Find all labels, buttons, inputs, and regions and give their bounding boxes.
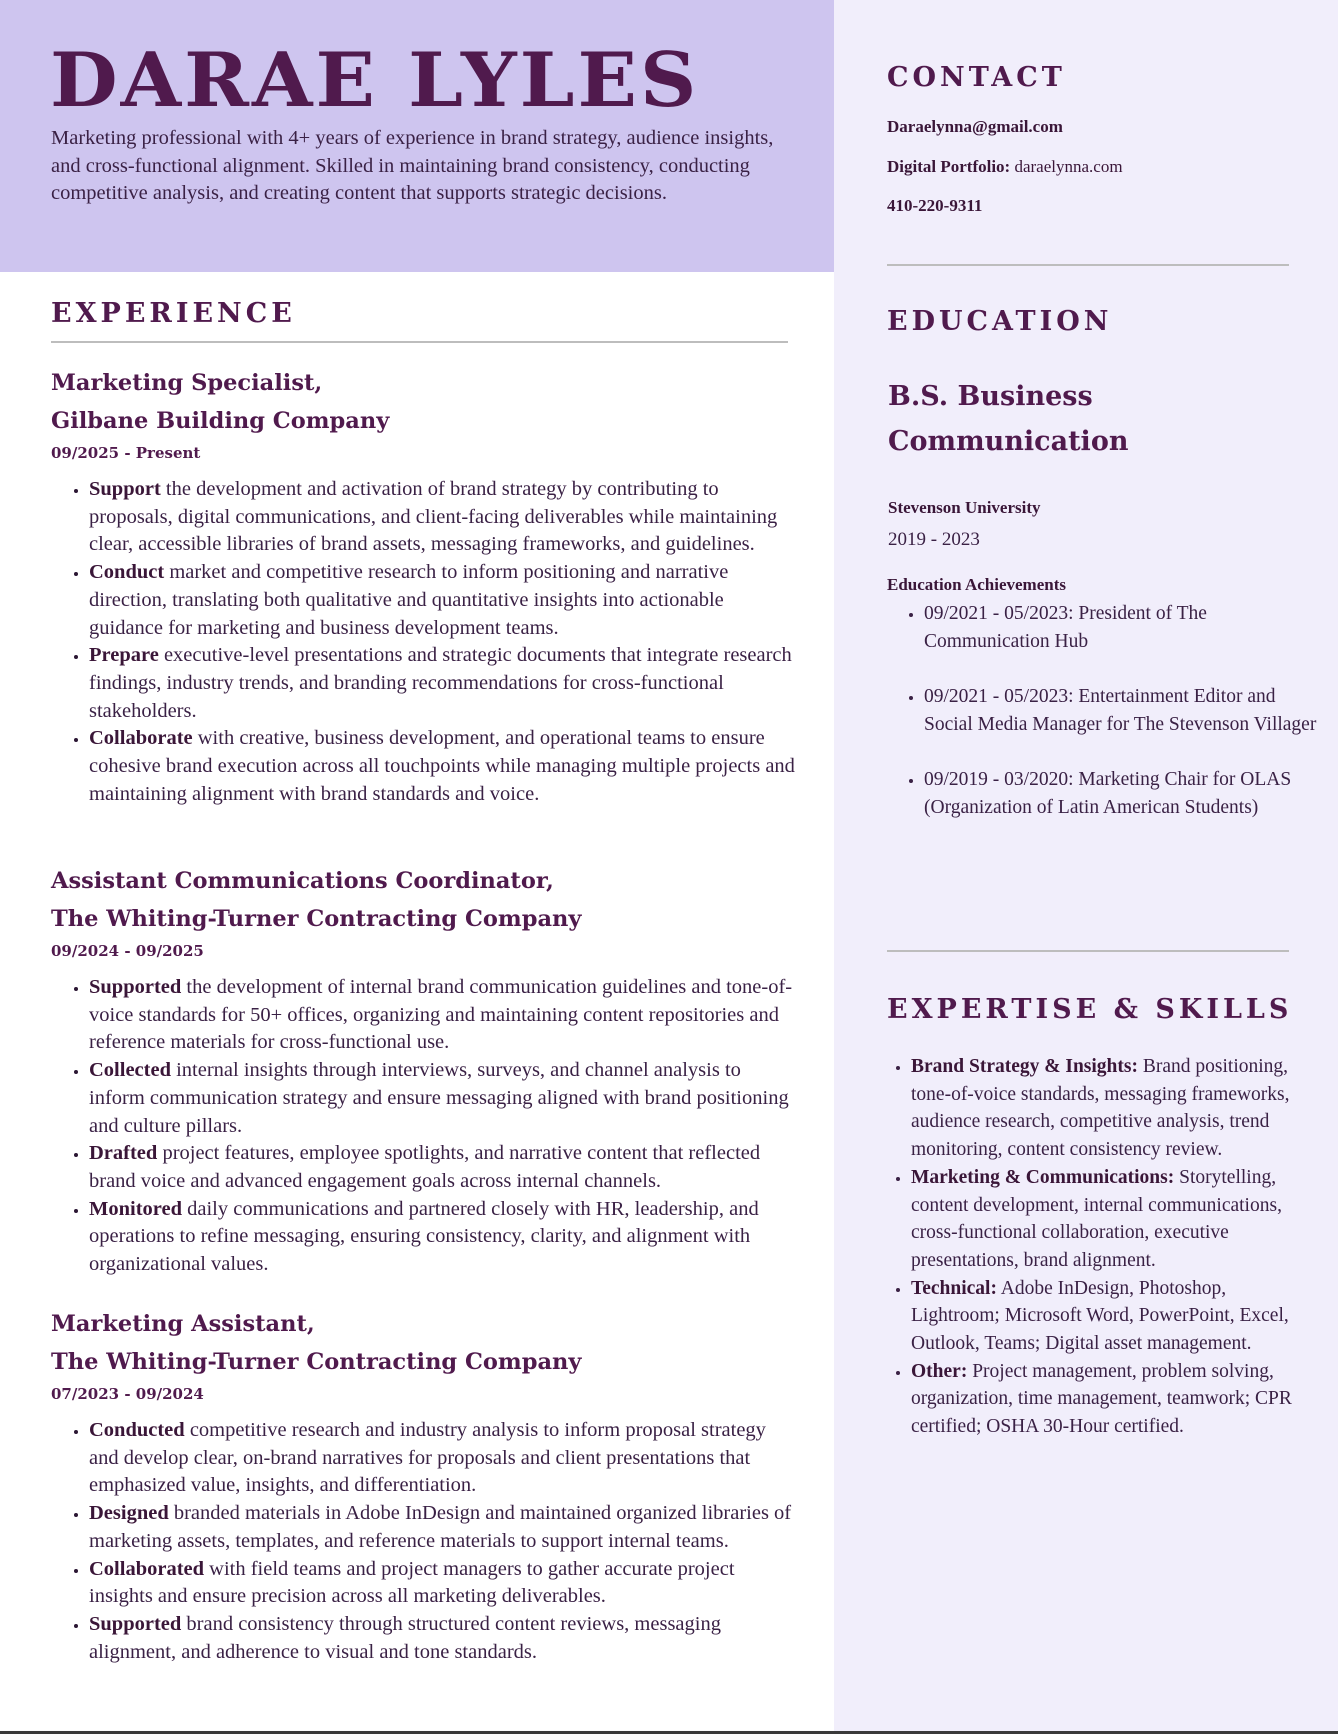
bullet-text: daily communications and partnered closely with HR, leadership, and operations to refine messaging, ensuring consistency, clarity, and alignment with organizational values. <box>89 1197 759 1276</box>
bullet-text: the development and activation of brand strategy by contributing to proposals, digital communications, and client-facing deliverables while maintaining clear, accessible libraries of brand assets, messaging frameworks, and guidelines. <box>89 478 778 556</box>
bullet-lead: Conduct <box>89 561 165 584</box>
job-entry <box>51 862 796 1279</box>
skill-item <box>911 1358 1311 1441</box>
bullet-lead: Collaborate <box>89 727 193 750</box>
bullet-lead: Prepare <box>89 644 159 667</box>
skill-item <box>911 1164 1311 1275</box>
bullet-item <box>89 1556 796 1611</box>
bullet-item <box>89 1417 796 1500</box>
job-title <box>51 862 796 938</box>
bullet-lead: Monitored <box>89 1197 183 1220</box>
bullet-item <box>89 1057 796 1140</box>
school-name: Stevenson University <box>888 498 1041 517</box>
job-dates: 09/2024 - 09/2025 <box>51 942 204 960</box>
job-bullets <box>51 1417 796 1666</box>
education-years: 2019 - 2023 <box>888 529 980 550</box>
skill-text: Brand positioning, tone-of-voice standards, messaging frameworks, audience research, competitive analysis, trend monitoring, content consistency review. <box>911 1056 1290 1161</box>
contact-phone[interactable] <box>887 196 982 216</box>
education-heading: EDUCATION <box>887 306 1113 337</box>
bullet-lead: Collaborated <box>89 1557 205 1580</box>
bullet-text: with creative, business development, and operational teams to ensure cohesive brand execution across all touchpoints while managing multiple projects and maintaining alignment with brand standards and voice. <box>89 727 795 805</box>
skill-text: Adobe InDesign, Photoshop, Lightroom; Microsoft Word, PowerPoint, Excel, Outlook, Teams; Digital asset management. <box>911 1277 1289 1355</box>
bullet-lead: Supported <box>89 1612 182 1635</box>
portfolio-link[interactable]: daraelynna.com <box>1010 157 1123 176</box>
bullet-item <box>89 642 796 725</box>
contact-divider <box>887 264 1289 266</box>
job-bullets <box>51 974 796 1279</box>
bullet-lead: Drafted <box>89 1142 158 1165</box>
job-title <box>51 1305 796 1381</box>
bullet-item <box>89 476 796 559</box>
bullet-item <box>89 974 796 1057</box>
skill-text: Project management, problem solving, organization, time management, teamwork; CPR certified; OSHA 30-Hour certified. <box>911 1360 1292 1438</box>
job-bullets <box>51 476 796 808</box>
education-divider <box>887 950 1289 952</box>
job-company: The Whiting-Turner Contracting Company <box>51 1349 582 1375</box>
skill-lead: Brand Strategy & Insights: <box>911 1056 1138 1077</box>
bullet-lead: Supported <box>89 976 182 998</box>
bullet-item <box>89 1500 796 1555</box>
achievements-list <box>887 600 1324 849</box>
job-role: Marketing Specialist, <box>51 370 323 396</box>
bullet-item <box>89 1196 796 1279</box>
candidate-name: DARAE LYLES <box>50 37 700 125</box>
bullet-lead: Designed <box>89 1502 169 1525</box>
bullet-text: the development of internal brand communication guidelines and tone-of-voice standards for 50+ offices, organizing and maintaining content repositories and reference materials for cross-functional use. <box>89 976 793 1054</box>
bullet-text: with field teams and project managers to gather accurate project insights and ensure precision across all marketing deliverables. <box>89 1557 735 1608</box>
contact-email[interactable] <box>887 117 1063 137</box>
achievement-item: • 09/2021 - 05/2023: Entertainment Editor and Social Media Manager for The Stevenson Villager <box>924 683 1324 739</box>
bullet-text: project features, employee spotlights, and narrative content that reflected brand voice and advanced engagement goals across internal channels. <box>89 1142 761 1192</box>
header-banner <box>0 0 834 272</box>
bullet-item <box>89 559 796 642</box>
professional-summary: Marketing professional with 4+ years of experience in brand strategy, audience insights, and cross-functional alignment. Skilled in maintaining brand consistency, conducting competitive analysis, and creating content that supports strategic decisions. <box>51 127 774 204</box>
bullet-item <box>89 725 796 808</box>
bullet-text: branded materials in Adobe InDesign and maintained organized libraries of marketing assets, templates, and reference materials to support internal teams. <box>89 1502 792 1552</box>
bullet-text: market and competitive research to inform positioning and narrative direction, translating both qualitative and quantitative insights into actionable guidance for marketing and business development teams. <box>89 561 729 639</box>
bullet-lead: Conducted <box>89 1419 185 1441</box>
bullet-text: brand consistency through structured content reviews, messaging alignment, and adherence to visual and tone standards. <box>89 1612 721 1663</box>
job-dates: 07/2023 - 09/2024 <box>51 1385 204 1403</box>
job-entry <box>51 364 796 808</box>
job-entry <box>51 1305 796 1666</box>
skill-lead: Other: <box>911 1360 968 1382</box>
right-column <box>834 0 1338 1734</box>
bullet-item <box>89 1140 796 1195</box>
experience-divider <box>51 341 788 343</box>
experience-heading: EXPERIENCE <box>51 298 296 329</box>
bullet-text: internal insights through interviews, surveys, and channel analysis to inform communication strategy and ensure messaging aligned with brand positioning and culture pillars. <box>89 1059 789 1137</box>
contact-portfolio[interactable] <box>887 157 1123 177</box>
job-company: Gilbane Building Company <box>51 408 390 434</box>
skill-text: Storytelling, content development, internal communications, cross-functional collaboration, executive presentations, brand alignment. <box>911 1166 1282 1271</box>
skills-heading: EXPERTISE & SKILLS <box>887 994 1293 1025</box>
skill-item <box>911 1275 1311 1358</box>
achievement-item: • 09/2021 - 05/2023: President of The Communication Hub <box>924 600 1324 656</box>
email-value[interactable]: Daraelynna@gmail.com <box>887 117 1063 136</box>
degree-title: B.S. Business Communication <box>888 381 1129 457</box>
bullet-lead: Support <box>89 478 161 500</box>
skill-lead: Marketing & Communications: <box>911 1166 1175 1188</box>
achievements-label: Education Achievements <box>887 575 1066 594</box>
job-company: The Whiting-Turner Contracting Company <box>51 906 582 932</box>
skill-lead: Technical: <box>911 1277 997 1299</box>
achievement-item: • 09/2019 - 03/2020: Marketing Chair for OLAS (Organization of Latin American Students) <box>924 766 1324 822</box>
job-role: Marketing Assistant, <box>51 1311 315 1337</box>
bullet-text: executive-level presentations and strategic documents that integrate research findings, industry trends, and branding recommendations for cross-functional stakeholders. <box>89 644 792 722</box>
portfolio-label: Digital Portfolio: <box>887 157 1011 176</box>
job-title <box>51 364 796 440</box>
bullet-lead: Collected <box>89 1059 171 1082</box>
job-role: Assistant Communications Coordinator, <box>51 868 554 894</box>
bullet-item <box>89 1611 796 1666</box>
job-dates: 09/2025 - Present <box>51 444 201 462</box>
skills-list <box>887 1053 1311 1441</box>
bullet-text: competitive research and industry analysis to inform proposal strategy and develop clear, on-brand narratives for proposals and client presentations that emphasized value, insights, and differentiation. <box>89 1419 766 1497</box>
phone-value[interactable]: 410-220-9311 <box>887 196 983 215</box>
skill-item <box>911 1053 1311 1164</box>
contact-heading: CONTACT <box>887 62 1066 93</box>
